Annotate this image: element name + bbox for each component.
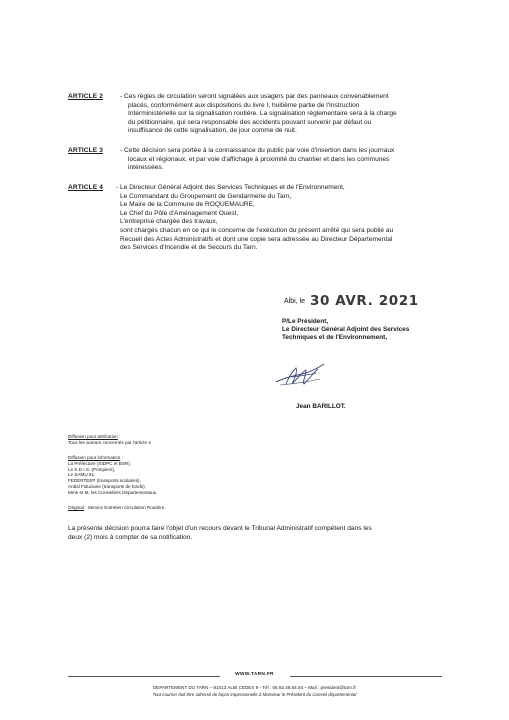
article-2-line: - Ces règles de circulation seront signalées aux usagers par des panneaux convenablement — [120, 93, 389, 100]
article-4-line: - Le Directeur Général Adjoint des Services Techniques et de l'Environnement, — [116, 184, 345, 191]
signatory-title — [282, 318, 409, 343]
footer-address: DEPARTEMENT DU TARN – 81013 ALBI CEDEX 9 - Tél : 05.63.45.64.64 – Mail : president@tarn.fr — [152, 685, 357, 690]
article-3-line: locaux et régionaux, et par voie d'affichage à proximité du chantier et dans les communes — [128, 155, 390, 163]
distribution-original: Original : Service Entretien Circulation Routière. — [68, 505, 166, 510]
information-item: Ardial Fiduciaire (transports de fonds), — [68, 483, 146, 489]
date-stamp: 30 AVR. 2021 — [309, 293, 419, 309]
article-2-line: placés, conformément aux dispositions du livre I, huitième partie de l'Instruction — [128, 101, 360, 109]
article-2-line: du pétitionnaire, qui sera responsable des accidents pouvant survenir par défaut ou — [128, 118, 372, 126]
article-4-line: Le Chef du Pôle d'Aménagement Ouest, — [120, 209, 239, 217]
handwritten-signature-icon — [272, 360, 332, 390]
signature-date — [284, 293, 419, 309]
signatory-name: Jean BARILLOT. — [296, 403, 346, 410]
article-2-line: insuffisance de cette signalisation, de jour comme de nuit. — [128, 127, 297, 135]
original-text: Service Entretien Circulation Routière. — [87, 505, 166, 510]
article-4-line: Le Maire de la Commune de ROQUEMAURE, — [120, 201, 255, 209]
article-4-text — [116, 184, 456, 253]
information-item: Le SAMU 81, — [68, 472, 96, 478]
signatory-line-2: Le Directeur Général Adjoint des Services — [282, 326, 410, 334]
footer-website[interactable]: WWW.TARN.FR — [235, 672, 274, 677]
information-item: La Préfecture (SIDPC et BSR), — [68, 460, 132, 466]
information-title: Diffusion pour information — [68, 455, 121, 460]
article-3-label: ARTICLE 3 — [68, 147, 103, 154]
article-4-line: des Services d'Incendie et de Secours du Tarn. — [120, 244, 258, 252]
article-4-line: Recueil des Actes Administratifs et dont une copie sera adressée au Directeur Départemental — [120, 235, 393, 243]
recours-line: La présente décision pourra faire l'objet d'un recours devant le Tribunal Administratif compétent dans les — [68, 525, 372, 532]
article-3-line: intéressées. — [128, 164, 164, 172]
attribution-text: Tous les acteurs concernés par l'article 4 — [68, 439, 151, 445]
signatory-line-3: Techniques et de l'Environnement, — [282, 334, 388, 342]
information-item: FEDERTEEP (transports scolaires), — [68, 478, 141, 484]
article-2-text — [120, 93, 452, 136]
distribution-attribution: Diffusion pour attribution : Tous les acteurs concernés par l'article 4 — [68, 434, 151, 445]
article-4-line: Le Commandant du Groupement de Gendarmerie du Tarn, — [120, 192, 292, 200]
article-2-line: Interministérielle sur la signalisation routière. La signalisation réglementaire sera à la charge — [128, 110, 397, 118]
article-4-label: ARTICLE 4 — [68, 184, 103, 191]
distribution-information: Diffusion pour information : La Préfecture (SIDPC et BSR), Le S.D.I.S. (Pompiers), Le SAMU 81, FEDERTEEP (transports scolaires), Ardial Fiduciaire (transports de fonds), Mme et M. les Conseillers Départementaux. — [68, 455, 158, 495]
original-title: Original — [68, 505, 84, 510]
recours-paragraph — [68, 525, 372, 542]
information-item: Mme et M. les Conseillers Départementaux. — [68, 489, 158, 495]
recours-line: deux (2) mois à compter de sa notification. — [68, 533, 193, 541]
attribution-title: Diffusion pour attribution — [68, 434, 118, 439]
article-2-label: ARTICLE 2 — [68, 93, 103, 100]
footer-note: Tout courrier doit être adressé de façon impersonnelle à Monsieur le Président du Conseil départemental — [152, 692, 357, 697]
signatory-line-1: P/Le Président, — [282, 318, 329, 325]
signature-place: Albi, le — [284, 298, 306, 305]
information-item: Le S.D.I.S. (Pompiers), — [68, 466, 116, 472]
article-4-line: sont chargés chacun en ce qui le concerne de l'exécution du présent arrêté qui sera publié au — [120, 226, 394, 234]
article-3-line: - Cette décision sera portée à la connaissance du public par voie d'insertion dans les journaux — [120, 147, 395, 154]
article-3-text — [120, 147, 452, 173]
article-4-line: L'entreprise chargée des travaux, — [120, 218, 218, 226]
